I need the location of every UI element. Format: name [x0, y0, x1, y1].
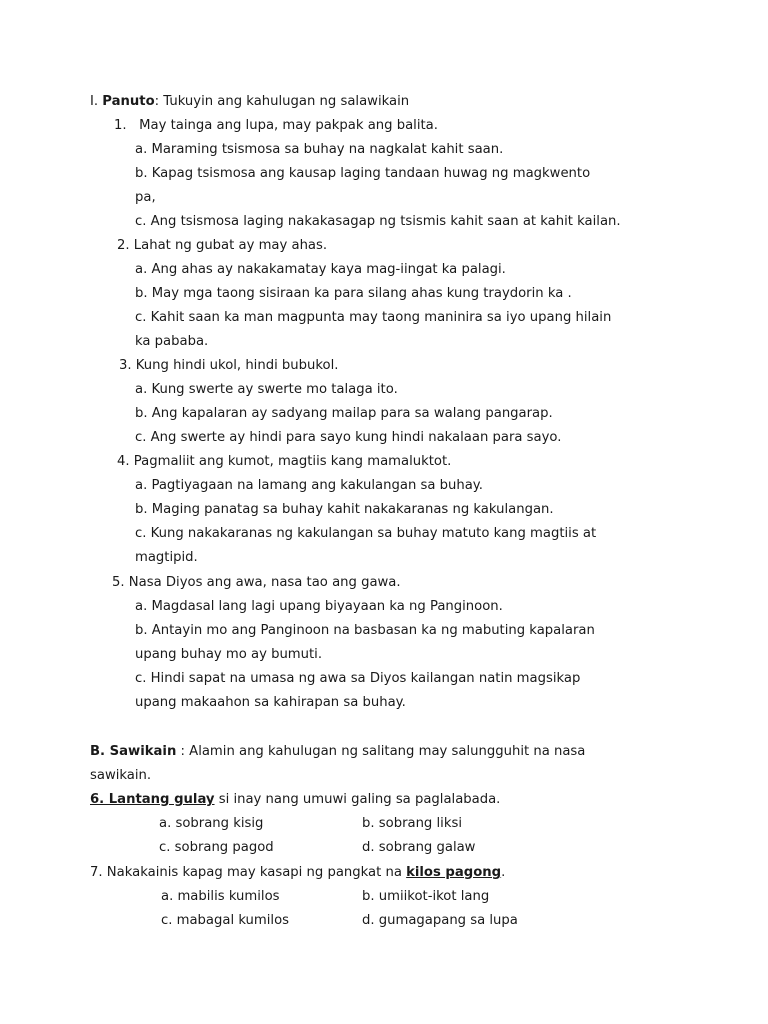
choice-2a: a. Ang ahas ay nakakamatay kaya mag-iingat ka palagi.: [135, 262, 506, 277]
part2-instruction-cont: sawikain.: [90, 768, 152, 783]
part2-label: B. Sawikain: [90, 744, 177, 759]
question-2: [117, 238, 327, 254]
question-1: [114, 118, 438, 134]
choice-4c: c. Kung nakakaranas ng kakulangan sa buhay matuto kang magtiis at: [135, 526, 597, 541]
choice-5b-cont: upang buhay mo ay bumuti.: [135, 647, 323, 662]
question-number: 5.: [112, 575, 125, 590]
question-text: Lahat ng gubat ay may ahas.: [133, 238, 328, 253]
question-text: May tainga ang lupa, may pakpak ang balita.: [139, 118, 438, 133]
question-text: 7. Nakakainis kapag may kasapi ng pangkat na: [90, 865, 407, 880]
choice-2c-cont: ka pababa.: [135, 334, 209, 349]
choice-1b: b. Kapag tsismosa ang kausap laging tandaan huwag ng magkwento: [135, 166, 591, 181]
question-text: si inay nang umuwi galing sa paglalabada.: [214, 792, 501, 807]
underlined-phrase: kilos pagong: [406, 865, 502, 880]
choice-7d: d. gumagapang sa lupa: [362, 913, 518, 928]
choice-6b: b. sobrang liksi: [362, 816, 462, 831]
choice-2b: b. May mga taong sisiraan ka para silang ahas kung traydorin ka .: [135, 286, 572, 301]
choice-5c: c. Hindi sapat na umasa ng awa sa Diyos kailangan natin magsikap: [135, 671, 581, 686]
choice-4a: a. Pagtiyagaan na lamang ang kakulangan sa buhay.: [135, 478, 483, 493]
question-number: 3.: [119, 358, 132, 373]
question-6: [90, 792, 500, 808]
part1-instruction: : Tukuyin ang kahulugan ng salawikain: [154, 94, 410, 109]
choice-4c-cont: magtipid.: [135, 550, 198, 565]
question-3: [119, 358, 338, 374]
question-7: [90, 865, 505, 881]
choice-6a: a. sobrang kisig: [159, 816, 264, 831]
choice-2c: c. Kahit saan ka man magpunta may taong maninira sa iyo upang hilain: [135, 310, 612, 325]
part1-roman: I.: [90, 94, 99, 109]
choice-1b-cont: pa,: [135, 190, 156, 205]
choice-7b: b. umiikot-ikot lang: [362, 889, 490, 904]
choice-1c: c. Ang tsismosa laging nakakasagap ng tsismis kahit saan at kahit kailan.: [135, 214, 621, 229]
question-5: [112, 575, 401, 591]
question-4: [117, 454, 451, 470]
part2-heading: [90, 744, 585, 760]
question-number: 4.: [117, 454, 130, 469]
question-text: Pagmaliit ang kumot, magtiis kang mamaluktot.: [133, 454, 452, 469]
choice-7c: c. mabagal kumilos: [161, 913, 290, 928]
part1-heading: [90, 94, 409, 110]
choice-3c: c. Ang swerte ay hindi para sayo kung hindi nakalaan para sayo.: [135, 430, 562, 445]
choice-7a: a. mabilis kumilos: [161, 889, 280, 904]
question-number: 2.: [117, 238, 130, 253]
choice-6c: c. sobrang pagod: [159, 840, 274, 855]
choice-5b: b. Antayin mo ang Panginoon na basbasan ka ng mabuting kapalaran: [135, 623, 595, 638]
question-text: Nasa Diyos ang awa, nasa tao ang gawa.: [128, 575, 401, 590]
question-end: .: [501, 865, 506, 880]
choice-6d: d. sobrang galaw: [362, 840, 476, 855]
choice-4b: b. Maging panatag sa buhay kahit nakakaranas ng kakulangan.: [135, 502, 554, 517]
question-number: 1.: [114, 118, 127, 133]
choice-1a: a. Maraming tsismosa sa buhay na nagkalat kahit saan.: [135, 142, 504, 157]
choice-3a: a. Kung swerte ay swerte mo talaga ito.: [135, 382, 398, 397]
question-text: Kung hindi ukol, hindi bubukol.: [135, 358, 339, 373]
part1-label: Panuto: [102, 94, 155, 109]
choice-5c-cont: upang makaahon sa kahirapan sa buhay.: [135, 695, 406, 710]
underlined-phrase: 6. Lantang gulay: [90, 792, 215, 807]
part2-instruction: : Alamin ang kahulugan ng salitang may salungguhit na nasa: [176, 744, 586, 759]
choice-3b: b. Ang kapalaran ay sadyang mailap para sa walang pangarap.: [135, 406, 553, 421]
choice-5a: a. Magdasal lang lagi upang biyayaan ka ng Panginoon.: [135, 599, 503, 614]
